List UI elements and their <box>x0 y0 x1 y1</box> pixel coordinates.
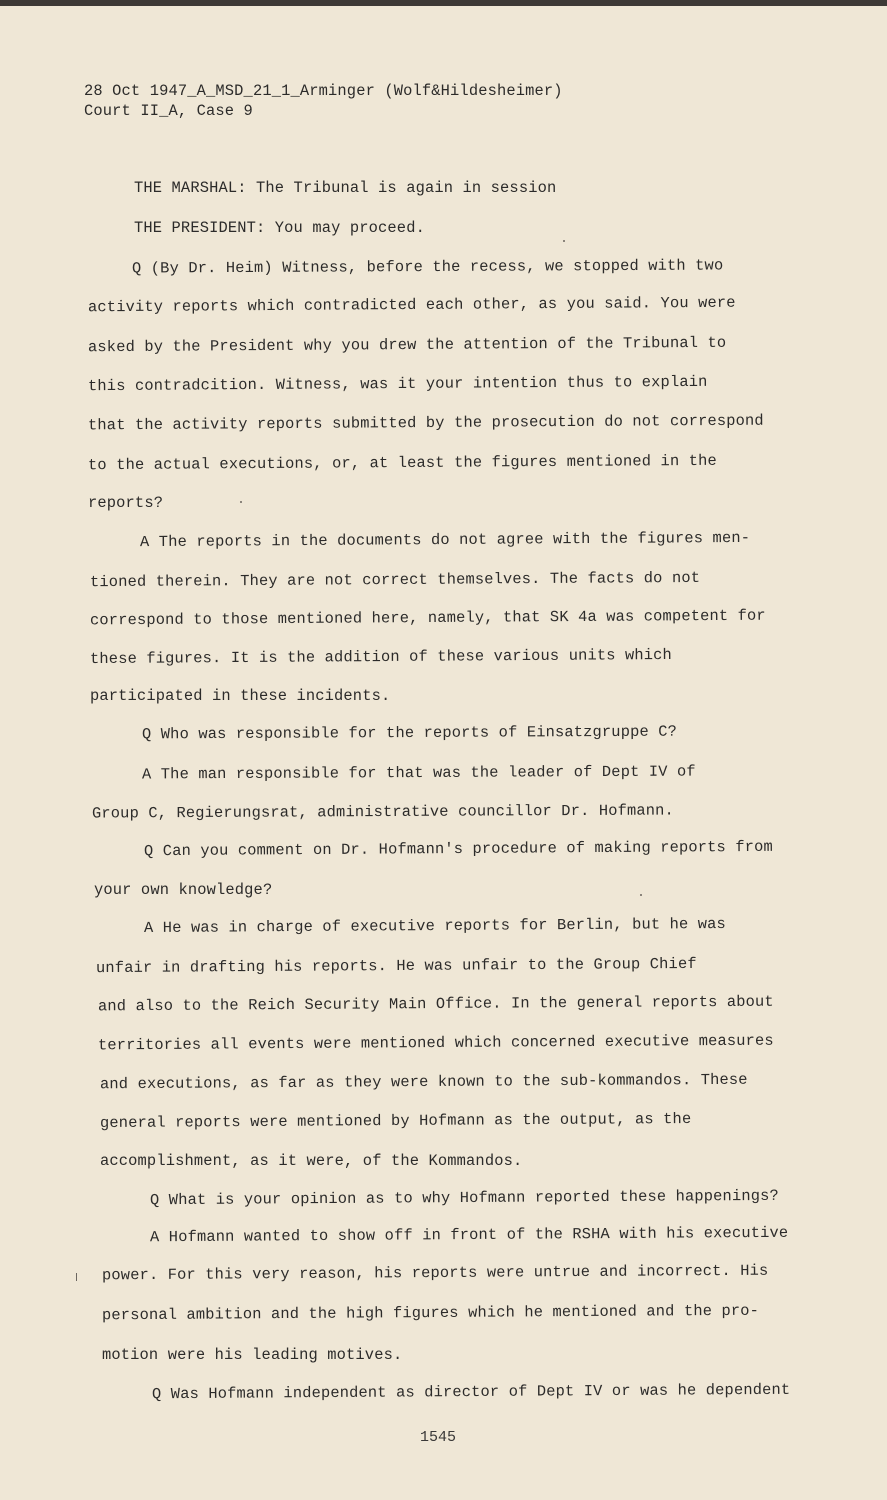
transcript-line: asked by the President why you drew the attention of the Tribunal to <box>87 333 727 357</box>
transcript-line: Q Who was responsible for the reports of Einsatzgruppe C? <box>141 722 678 744</box>
transcript-line: accomplishment, as it were, of the Kommandos. <box>100 1152 523 1170</box>
transcript-line: this contradcition. Witness, was it your intention thus to explain <box>87 372 708 396</box>
transcript-line: A The man responsible for that was the leader of Dept IV of <box>141 762 696 784</box>
page-number: 1545 <box>420 1429 457 1446</box>
transcript-line: personal ambition and the high figures which he mentioned and the pro- <box>101 1301 760 1325</box>
transcript-line: your own knowledge? <box>94 881 273 899</box>
transcript-line: power. For this very reason, his reports were untrue and incorrect. His <box>101 1261 769 1285</box>
transcript-line: Q (By Dr. Heim) Witness, before the recess, we stopped with two <box>131 256 724 278</box>
transcript-line: territories all events were mentioned which concerned executive measures <box>97 1031 774 1055</box>
transcript-line: that the activity reports submitted by the prosecution do not correspond <box>87 411 764 435</box>
transcript-line: general reports were mentioned by Hofmann as the output, as the <box>99 1109 692 1133</box>
transcript-line: A The reports in the documents do not agree with the figures men- <box>139 528 751 552</box>
header-court-line: Court II_A, Case 9 <box>84 102 253 120</box>
transcript-line: unfair in drafting his reports. He was unfair to the Group Chief <box>95 954 697 978</box>
transcript-line: participated in these incidents. <box>90 687 391 705</box>
header-date-line: 28 Oct 1947_A_MSD_21_1_Arminger (Wolf&Hildesheimer) <box>84 82 563 100</box>
transcript-line: THE MARSHAL: The Tribunal is again in session <box>134 179 557 197</box>
transcript-line: Group C, Regierungsrat, administrative councillor Dr. Hofmann. <box>91 801 674 823</box>
transcript-line: and executions, as far as they were known to the sub-kommandos. These <box>99 1070 748 1094</box>
paper-speck <box>76 1273 77 1281</box>
transcript-line: motion were his leading motives. <box>102 1346 403 1364</box>
transcript-line: THE PRESIDENT: You may proceed. <box>134 219 425 237</box>
paper-speck <box>563 240 565 242</box>
transcript-line: A Hofmann wanted to show off in front of the RSHA with his executive <box>149 1223 789 1247</box>
transcript-line: A He was in charge of executive reports for Berlin, but he was <box>143 914 726 938</box>
transcript-line: and also to the Reich Security Main Office. In the general reports about <box>97 992 774 1016</box>
transcript-line: reports? <box>88 494 164 512</box>
transcript-line: tioned therein. They are not correct themselves. The facts do not <box>89 568 701 592</box>
paper-speck <box>640 894 642 896</box>
transcript-line: Q Was Hofmann independent as director of Dept IV or was he dependent <box>151 1380 791 1404</box>
transcript-line: these figures. It is the addition of these various units which <box>89 645 672 669</box>
transcript-line: correspond to those mentioned here, namely, that SK 4a was competent for <box>89 606 766 630</box>
paper-speck <box>240 501 242 503</box>
transcript-line: activity reports which contradicted each other, as you said. You were <box>87 293 736 317</box>
document-page <box>0 6 887 1500</box>
transcript-line: to the actual executions, or, at least the figures mentioned in the <box>87 451 717 475</box>
transcript-line: Q Can you comment on Dr. Hofmann's procedure of making reports from <box>143 837 773 861</box>
transcript-line: Q What is your opinion as to why Hofmann reported these happenings? <box>149 1186 779 1210</box>
